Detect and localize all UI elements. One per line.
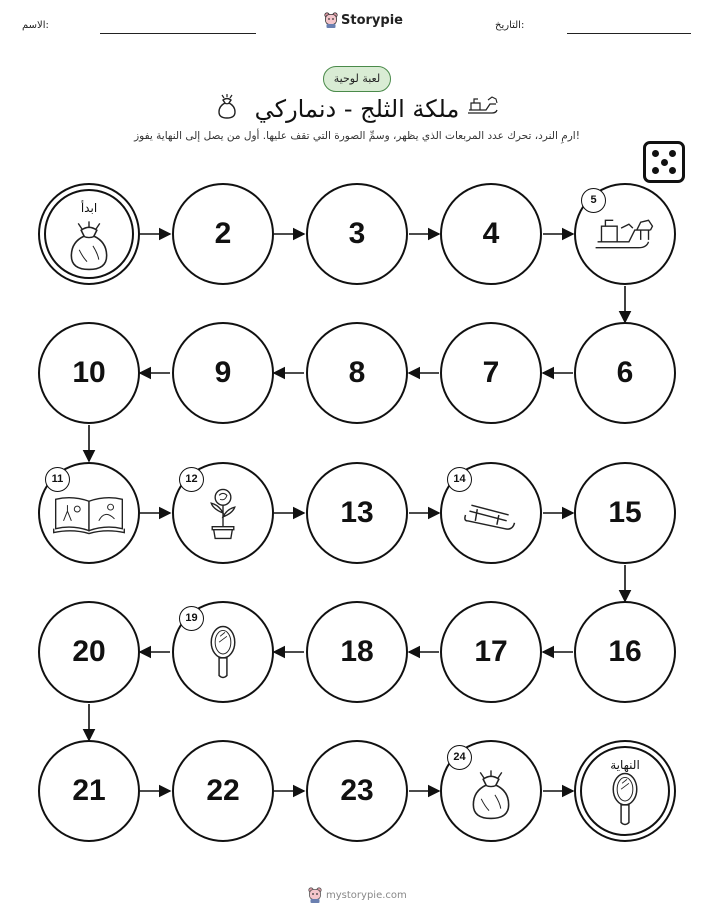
board-cell-12: [172, 462, 274, 564]
board-cell-5: [574, 183, 676, 285]
cell-number: 10: [72, 356, 106, 389]
cell-number: 22: [206, 774, 240, 807]
start-label: ابدأ: [80, 201, 98, 215]
cell-number-badge: 12: [179, 467, 204, 492]
footer-site: mystorypie.com: [326, 889, 407, 901]
date-line: [567, 33, 691, 34]
game-tag: لعبة لوحية: [323, 66, 391, 92]
cell-number: 20: [72, 635, 106, 668]
cell-number: 18: [340, 635, 374, 668]
name-line: [100, 33, 256, 34]
cell-number: 21: [72, 774, 106, 807]
cell-number-badge: 19: [179, 606, 204, 631]
game-title: ملكة الثلج - دنماركي: [254, 95, 460, 123]
board-cell-2: [172, 183, 274, 285]
dice-icon: [643, 141, 685, 183]
board-cell-10: [38, 322, 140, 424]
cell-number: 17: [474, 635, 508, 668]
bear-logo-icon: [308, 887, 322, 903]
cell-number: 4: [482, 217, 500, 250]
brand-logo: [324, 12, 403, 28]
board-cell-1: [38, 183, 140, 285]
board-cell-3: [306, 183, 408, 285]
cell-number-badge: 14: [447, 467, 472, 492]
board-cell-20: [38, 601, 140, 703]
finish-label: النهاية: [610, 758, 640, 772]
cell-number: 13: [340, 496, 374, 529]
board-cell-15: [574, 462, 676, 564]
cell-number: 6: [616, 356, 634, 389]
board-cell-25: [574, 740, 676, 842]
cell-number: 3: [348, 217, 366, 250]
cell-number: 2: [214, 217, 232, 250]
footer: [308, 887, 407, 903]
board-cell-18: [306, 601, 408, 703]
board-cell-8: [306, 322, 408, 424]
brand-name: Storypie: [341, 12, 403, 28]
board-cell-14: [440, 462, 542, 564]
cell-number-badge: 11: [45, 467, 70, 492]
board-cell-11: [38, 462, 140, 564]
board-cell-23: [306, 740, 408, 842]
board-cell-24: [440, 740, 542, 842]
cell-number: 9: [214, 356, 232, 389]
cell-number: 8: [348, 356, 366, 389]
cell-number-badge: 24: [447, 745, 472, 770]
cell-number: 23: [340, 774, 374, 807]
board-cell-16: [574, 601, 676, 703]
board-cell-19: [172, 601, 274, 703]
board-cell-6: [574, 322, 676, 424]
cell-number: 7: [482, 356, 500, 389]
board-cell-22: [172, 740, 274, 842]
instructions: ارمِ النرد، تحرك عدد المربعات الذي يظهر، وسمِّ الصورة التي تقف عليها. أول من يصل إلى النهاية يفوز!: [134, 130, 580, 142]
name-label: الاسم:: [22, 20, 49, 31]
date-label: التاريخ:: [495, 20, 525, 31]
cell-number: 15: [608, 496, 642, 529]
board-cell-17: [440, 601, 542, 703]
board-cell-21: [38, 740, 140, 842]
board-cell-4: [440, 183, 542, 285]
board-cell-13: [306, 462, 408, 564]
cell-number-badge: 5: [581, 188, 606, 213]
sleigh-icon: [466, 94, 500, 118]
board-cell-7: [440, 322, 542, 424]
cell-number: 16: [608, 635, 642, 668]
board-cell-9: [172, 322, 274, 424]
bear-logo-icon: [324, 12, 338, 28]
